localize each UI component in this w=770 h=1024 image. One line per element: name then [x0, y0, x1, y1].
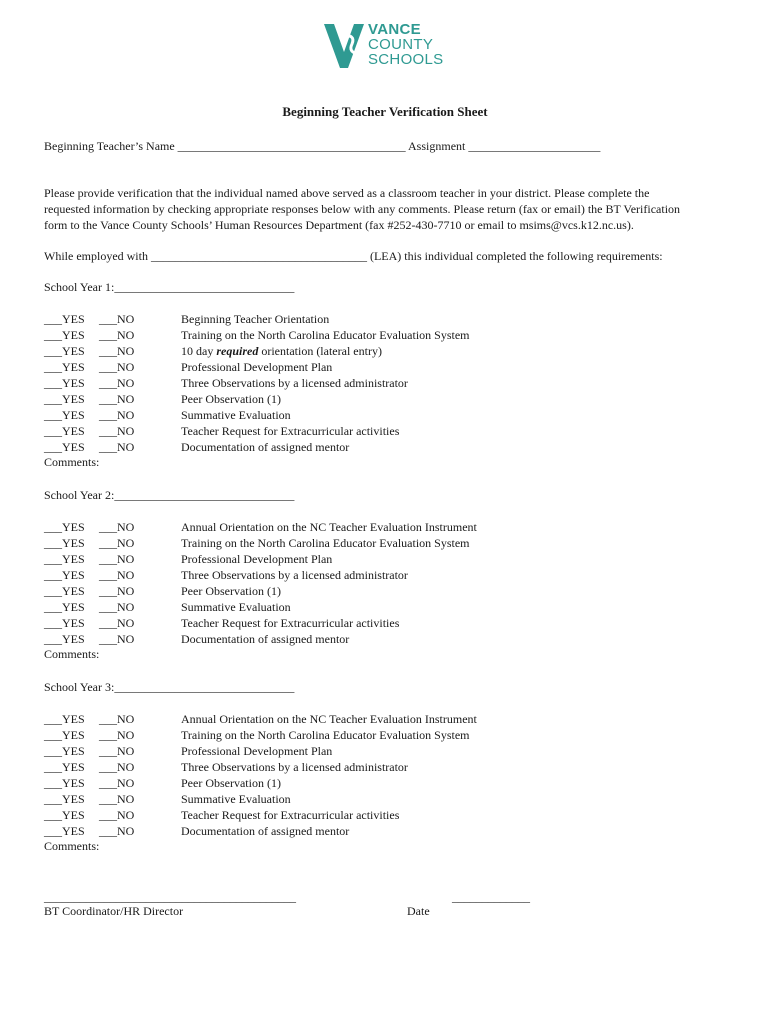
requirement-label: Beginning Teacher Orientation [181, 312, 330, 326]
date-line[interactable]: _____________ [452, 890, 530, 904]
no-blank[interactable]: ___NO [99, 408, 135, 422]
school-year-2-label: School Year 2:______________________________ [44, 488, 295, 502]
no-blank[interactable]: ___NO [99, 632, 135, 646]
yes-blank[interactable]: ___YES [44, 328, 85, 342]
requirement-label: Professional Development Plan [181, 360, 333, 374]
yes-blank[interactable]: ___YES [44, 520, 85, 534]
no-blank[interactable]: ___NO [99, 344, 135, 358]
yes-blank[interactable]: ___YES [44, 808, 85, 822]
requirement-label: Peer Observation (1) [181, 776, 281, 790]
coordinator-label: BT Coordinator/HR Director [44, 904, 184, 918]
yes-blank[interactable]: ___YES [44, 600, 85, 614]
yes-blank[interactable]: ___YES [44, 776, 85, 790]
yes-blank[interactable]: ___YES [44, 376, 85, 390]
requirement-label: Teacher Request for Extracurricular activities [181, 616, 400, 630]
requirement-label: 10 day required orientation (lateral entry) [181, 344, 382, 358]
no-blank[interactable]: ___NO [99, 328, 135, 342]
no-blank[interactable]: ___NO [99, 392, 135, 406]
signature-line[interactable]: __________________________________________ [44, 890, 296, 904]
yes-blank[interactable]: ___YES [44, 568, 85, 582]
yes-blank[interactable]: ___YES [44, 552, 85, 566]
requirement-label: Professional Development Plan [181, 744, 333, 758]
yes-blank[interactable]: ___YES [44, 440, 85, 454]
required-emphasis: required [216, 344, 259, 358]
logo-line-2: COUNTY [368, 36, 434, 53]
yes-blank[interactable]: ___YES [44, 360, 85, 374]
requirement-label: Training on the North Carolina Educator Evaluation System [181, 536, 470, 550]
requirement-label: Documentation of assigned mentor [181, 824, 350, 838]
school-year-3-label: School Year 3:______________________________ [44, 680, 295, 694]
no-blank[interactable]: ___NO [99, 552, 135, 566]
requirement-label: Three Observations by a licensed administrator [181, 760, 408, 774]
teacher-name-assignment-line: Beginning Teacher’s Name ______________________________________ Assignment ______________________ [44, 139, 601, 153]
requirement-label: Documentation of assigned mentor [181, 440, 350, 454]
requirement-label: Training on the North Carolina Educator Evaluation System [181, 328, 470, 342]
school-year-3-comments[interactable]: Comments: [44, 839, 100, 853]
logo-line-3: SCHOOLS [368, 51, 444, 68]
school-year-1-comments[interactable]: Comments: [44, 455, 100, 469]
no-blank[interactable]: ___NO [99, 824, 135, 838]
yes-blank[interactable]: ___YES [44, 728, 85, 742]
no-blank[interactable]: ___NO [99, 376, 135, 390]
instructions-line: requested information by checking appropriate responses below with any comments. Please return (fax or email) the BT Verification [44, 202, 681, 216]
page-title: Beginning Teacher Verification Sheet [282, 104, 488, 119]
yes-blank[interactable]: ___YES [44, 536, 85, 550]
requirement-label: Three Observations by a licensed administrator [181, 568, 408, 582]
no-blank[interactable]: ___NO [99, 744, 135, 758]
no-blank[interactable]: ___NO [99, 776, 135, 790]
requirement-label: Teacher Request for Extracurricular activities [181, 424, 400, 438]
no-blank[interactable]: ___NO [99, 568, 135, 582]
yes-blank[interactable]: ___YES [44, 744, 85, 758]
requirement-label: Teacher Request for Extracurricular activities [181, 808, 400, 822]
no-blank[interactable]: ___NO [99, 424, 135, 438]
no-blank[interactable]: ___NO [99, 712, 135, 726]
vance-county-schools-logo [322, 22, 452, 74]
no-blank[interactable]: ___NO [99, 584, 135, 598]
logo-line-1: VANCE [368, 21, 421, 38]
school-year-1-label: School Year 1:______________________________ [44, 280, 295, 294]
date-label: Date [407, 904, 430, 918]
no-blank[interactable]: ___NO [99, 520, 135, 534]
yes-blank[interactable]: ___YES [44, 392, 85, 406]
requirement-label: Annual Orientation on the NC Teacher Evaluation Instrument [181, 712, 477, 726]
no-blank[interactable]: ___NO [99, 600, 135, 614]
requirement-label: Summative Evaluation [181, 600, 291, 614]
no-blank[interactable]: ___NO [99, 440, 135, 454]
yes-blank[interactable]: ___YES [44, 792, 85, 806]
no-blank[interactable]: ___NO [99, 360, 135, 374]
logo-wordmark [368, 22, 443, 67]
instructions-line: form to the Vance County Schools’ Human Resources Department (fax #252-430-7710 or email to msims@vcs.k12.nc.us). [44, 218, 634, 232]
no-blank[interactable]: ___NO [99, 536, 135, 550]
no-blank[interactable]: ___NO [99, 792, 135, 806]
requirement-label: Documentation of assigned mentor [181, 632, 350, 646]
yes-blank[interactable]: ___YES [44, 584, 85, 598]
yes-blank[interactable]: ___YES [44, 408, 85, 422]
yes-blank[interactable]: ___YES [44, 312, 85, 326]
requirement-label: Summative Evaluation [181, 408, 291, 422]
requirement-label: Annual Orientation on the NC Teacher Evaluation Instrument [181, 520, 477, 534]
no-blank[interactable]: ___NO [99, 312, 135, 326]
requirement-label: Summative Evaluation [181, 792, 291, 806]
yes-blank[interactable]: ___YES [44, 824, 85, 838]
vcs-logo-mark-icon [322, 22, 366, 70]
yes-blank[interactable]: ___YES [44, 344, 85, 358]
requirement-label: Peer Observation (1) [181, 392, 281, 406]
requirement-label: Peer Observation (1) [181, 584, 281, 598]
no-blank[interactable]: ___NO [99, 760, 135, 774]
instructions-line: Please provide verification that the individual named above served as a classroom teacher in your district. Please complete the [44, 186, 650, 200]
no-blank[interactable]: ___NO [99, 728, 135, 742]
yes-blank[interactable]: ___YES [44, 760, 85, 774]
yes-blank[interactable]: ___YES [44, 712, 85, 726]
yes-blank[interactable]: ___YES [44, 632, 85, 646]
no-blank[interactable]: ___NO [99, 808, 135, 822]
yes-blank[interactable]: ___YES [44, 616, 85, 630]
no-blank[interactable]: ___NO [99, 616, 135, 630]
yes-blank[interactable]: ___YES [44, 424, 85, 438]
employed-with-line: While employed with ____________________________________ (LEA) this individual completed the following requirements: [44, 249, 663, 263]
requirement-label: Three Observations by a licensed administrator [181, 376, 408, 390]
requirement-label: Training on the North Carolina Educator Evaluation System [181, 728, 470, 742]
school-year-2-comments[interactable]: Comments: [44, 647, 100, 661]
requirement-label: Professional Development Plan [181, 552, 333, 566]
instructions-paragraph [44, 185, 744, 233]
